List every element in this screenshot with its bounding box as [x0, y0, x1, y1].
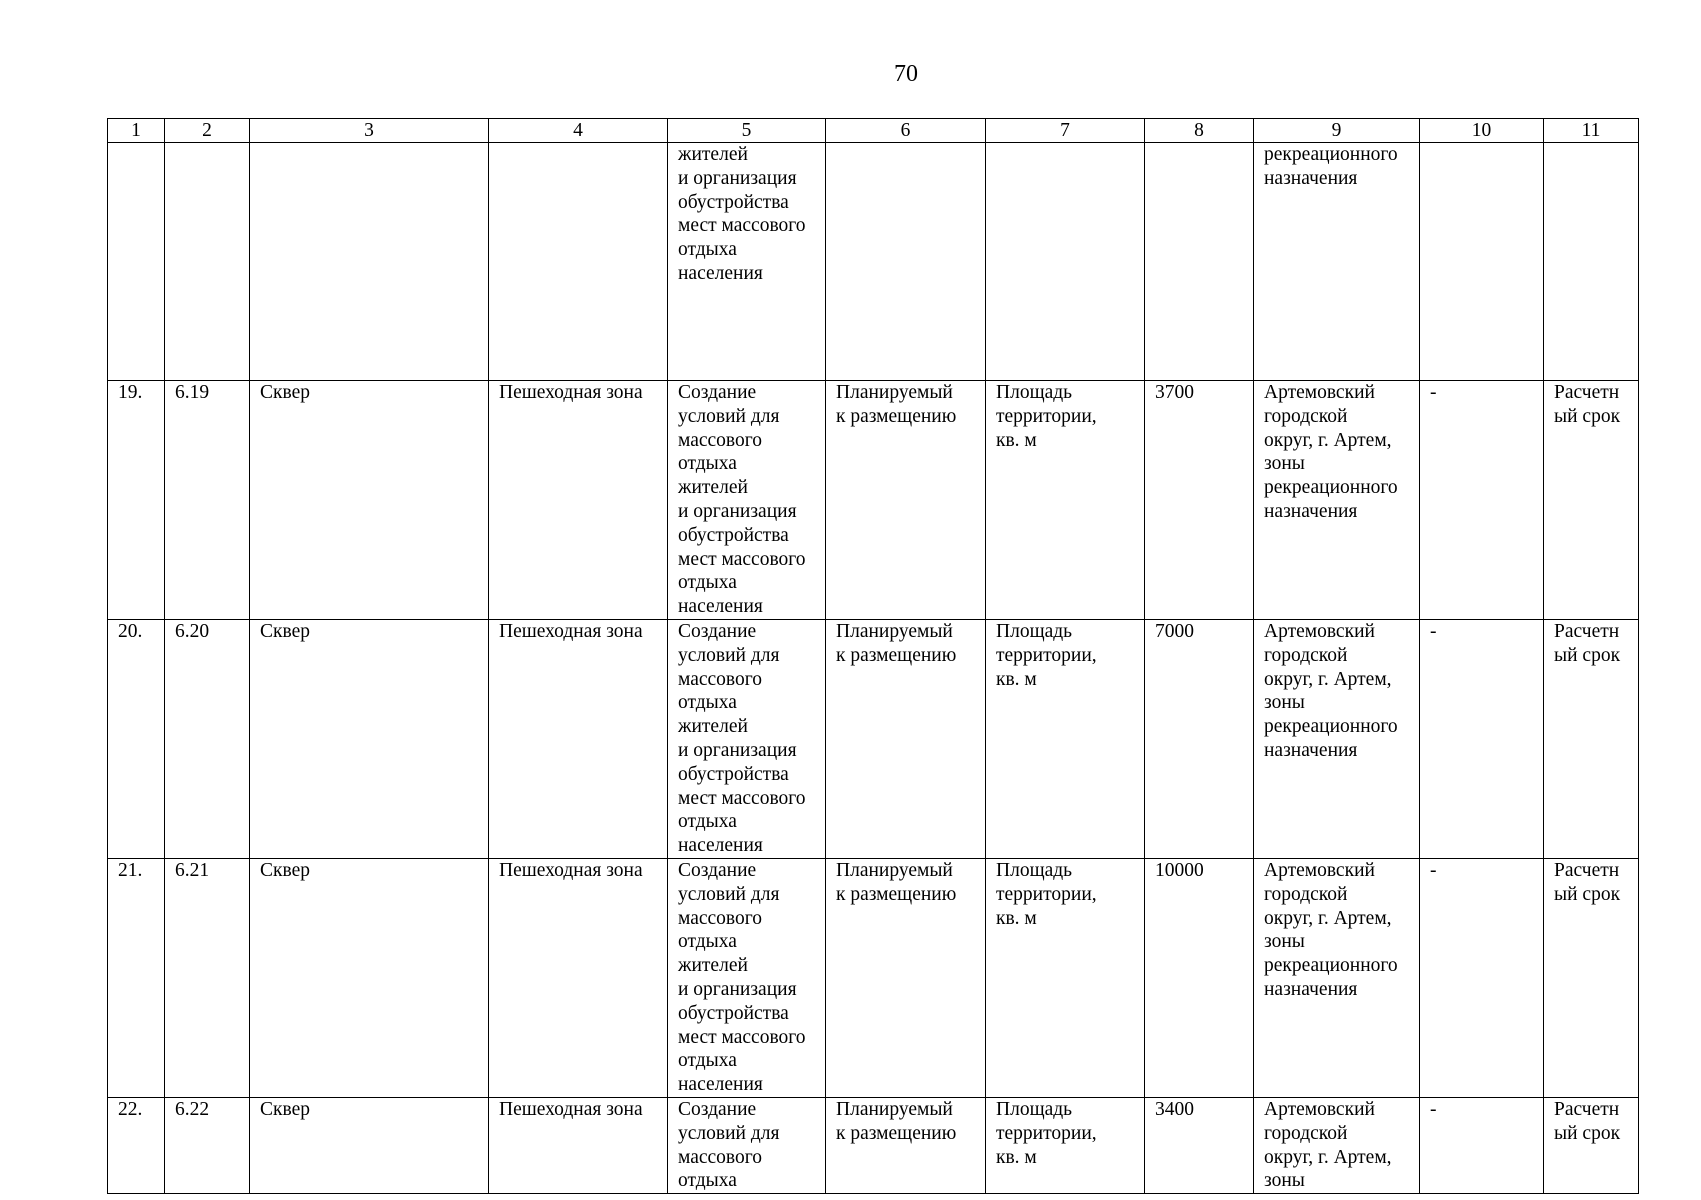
table-cell: Планируемый к размещению — [826, 619, 986, 858]
table-cell: Расчетн ый срок — [1544, 381, 1639, 620]
table-cell: Создание условий для массового отдыха жителей и организация обустройства мест массового отдыха населения — [668, 858, 826, 1097]
table-cell: 20. — [108, 619, 165, 858]
table-cell — [826, 143, 986, 381]
table-cell: Планируемый к размещению — [826, 858, 986, 1097]
table-cell: 10000 — [1145, 858, 1254, 1097]
table-cell: Артемовский городской округ, г. Артем, зоны рекреационного назначения — [1254, 619, 1420, 858]
column-header: 2 — [165, 119, 250, 143]
table-cell: - — [1420, 619, 1544, 858]
table-cell: Планируемый к размещению — [826, 1097, 986, 1193]
table-cell — [1544, 143, 1639, 381]
table-cell: Сквер — [250, 1097, 489, 1193]
table-cell: Сквер — [250, 381, 489, 620]
table-cell: Расчетн ый срок — [1544, 1097, 1639, 1193]
table-cell: Артемовский городской округ, г. Артем, зоны — [1254, 1097, 1420, 1193]
column-header: 11 — [1544, 119, 1639, 143]
table-row — [108, 1097, 1639, 1193]
table-cell — [1420, 143, 1544, 381]
table-cell: Артемовский городской округ, г. Артем, зоны рекреационного назначения — [1254, 381, 1420, 620]
table-row — [108, 143, 1639, 381]
data-table — [107, 118, 1639, 1194]
table-cell — [1145, 143, 1254, 381]
table-cell: 6.21 — [165, 858, 250, 1097]
table-cell: 6.22 — [165, 1097, 250, 1193]
column-header: 1 — [108, 119, 165, 143]
table-cell: Расчетн ый срок — [1544, 619, 1639, 858]
table-cell — [489, 143, 668, 381]
column-header: 8 — [1145, 119, 1254, 143]
table-cell — [250, 143, 489, 381]
table-cell — [986, 143, 1145, 381]
table-row — [108, 619, 1639, 858]
column-header: 3 — [250, 119, 489, 143]
table-cell: - — [1420, 858, 1544, 1097]
header-row — [108, 119, 1639, 143]
table-cell: рекреационного назначения — [1254, 143, 1420, 381]
table-cell: Пешеходная зона — [489, 1097, 668, 1193]
table-cell: жителей и организация обустройства мест массового отдыха населения — [668, 143, 826, 381]
column-header: 4 — [489, 119, 668, 143]
column-header: 10 — [1420, 119, 1544, 143]
table-cell: Создание условий для массового отдыха — [668, 1097, 826, 1193]
table-cell: Пешеходная зона — [489, 619, 668, 858]
column-header: 7 — [986, 119, 1145, 143]
table-cell — [165, 143, 250, 381]
table-cell: 19. — [108, 381, 165, 620]
page-number: 70 — [894, 61, 918, 87]
table-cell: 3700 — [1145, 381, 1254, 620]
table-cell: Пешеходная зона — [489, 858, 668, 1097]
table-row — [108, 381, 1639, 620]
table-cell: Создание условий для массового отдыха жителей и организация обустройства мест массового отдыха населения — [668, 619, 826, 858]
table-cell — [108, 143, 165, 381]
column-header: 9 — [1254, 119, 1420, 143]
table-row — [108, 858, 1639, 1097]
table-cell: - — [1420, 1097, 1544, 1193]
table-cell: Пешеходная зона — [489, 381, 668, 620]
table-cell: 6.20 — [165, 619, 250, 858]
column-header: 6 — [826, 119, 986, 143]
table-cell: 21. — [108, 858, 165, 1097]
table-cell: 7000 — [1145, 619, 1254, 858]
table-cell: Площадь территории, кв. м — [986, 619, 1145, 858]
table-cell: Площадь территории, кв. м — [986, 858, 1145, 1097]
table-cell: Расчетн ый срок — [1544, 858, 1639, 1097]
table-cell: Сквер — [250, 858, 489, 1097]
table-cell: 22. — [108, 1097, 165, 1193]
table-cell: Артемовский городской округ, г. Артем, зоны рекреационного назначения — [1254, 858, 1420, 1097]
table-cell: Планируемый к размещению — [826, 381, 986, 620]
table-cell: Сквер — [250, 619, 489, 858]
table-cell: Создание условий для массового отдыха жителей и организация обустройства мест массового отдыха населения — [668, 381, 826, 620]
table-cell: Площадь территории, кв. м — [986, 1097, 1145, 1193]
table-cell: 3400 — [1145, 1097, 1254, 1193]
table-cell: - — [1420, 381, 1544, 620]
column-header: 5 — [668, 119, 826, 143]
table-cell: Площадь территории, кв. м — [986, 381, 1145, 620]
table-cell: 6.19 — [165, 381, 250, 620]
